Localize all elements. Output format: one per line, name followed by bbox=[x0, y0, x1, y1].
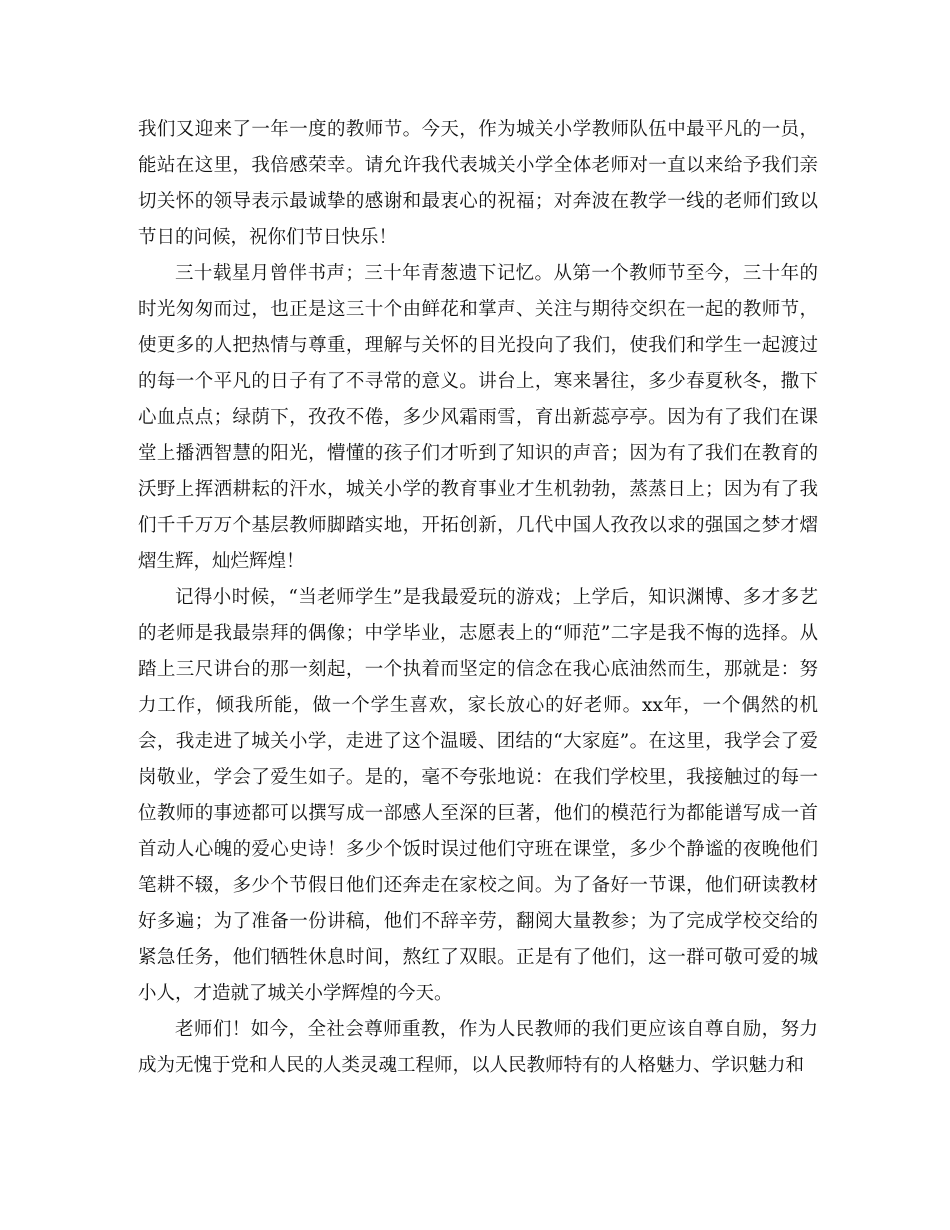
document-body bbox=[138, 112, 818, 1084]
paragraph-greeting: 我们又迎来了一年一度的教师节。今天，作为城关小学教师队伍中最平凡的一员，能站在这里，我倍感荣幸。请允许我代表城关小学全体老师对一直以来给予我们亲切关怀的领导表示最诚挚的感谢和最衷心的祝福；对奔波在教学一线的老师们致以节日的问候，祝你们节日快乐！ bbox=[138, 119, 818, 248]
paragraph-call-to-teachers: 老师们！如今，全社会尊师重教，作为人民教师的我们更应该自尊自励，努力成为无愧于党和人民的人类灵魂工程师，以人民教师特有的人格魅力、学识魅力和 bbox=[138, 1019, 818, 1076]
paragraph-thirty-years: 三十载星月曾伴书声；三十年青葱遗下记忆。从第一个教师节至今，三十年的时光匆匆而过，也正是这三十个由鲜花和掌声、关注与期待交织在一起的教师节，使更多的人把热情与尊重，理解与关怀的目光投向了我们，使我们和学生一起渡过的每一个平凡的日子有了不寻常的意义。讲台上，寒来暑往，多少春夏秋冬，撒下心血点点；绿荫下，孜孜不倦，多少风霜雨雪，育出新蕊亭亭。因为有了我们在课堂上播洒智慧的阳光，懵懂的孩子们才听到了知识的声音；因为有了我们在教育的沃野上挥洒耕耘的汗水，城关小学的教育事业才生机勃勃，蒸蒸日上；因为有了我们千千万万个基层教师脚踏实地，开拓创新，几代中国人孜孜以求的强国之梦才熠熠生辉，灿烂辉煌！ bbox=[138, 263, 818, 572]
paragraph-childhood-memory: 记得小时候，“当老师学生”是我最爱玩的游戏；上学后，知识渊博、多才多艺的老师是我最崇拜的偶像；中学毕业，志愿表上的“师范”二字是我不悔的选择。从踏上三尺讲台的那一刻起，一个执着而坚定的信念在我心底油然而生，那就是：努力工作，倾我所能，做一个学生喜欢，家长放心的好老师。xx年，一个偶然的机会，我走进了城关小学，走进了这个温暖、团结的“大家庭”。在这里，我学会了爱岗敬业，学会了爱生如子。是的，毫不夸张地说：在我们学校里，我接触过的每一位教师的事迹都可以撰写成一部感人至深的巨著，他们的模范行为都能谱写成一首首动人心魄的爱心史诗！多少个饭时误过他们守班在课堂，多少个静谧的夜晚他们笔耕不辍，多少个节假日他们还奔走在家校之间。为了备好一节课，他们研读教材好多遍；为了准备一份讲稿，他们不辞辛劳，翻阅大量教参；为了完成学校交给的紧急任务，他们牺牲休息时间，熬红了双眼。正是有了他们，这一群可敬可爱的城小人，才造就了城关小学辉煌的今天。 bbox=[138, 587, 818, 1004]
